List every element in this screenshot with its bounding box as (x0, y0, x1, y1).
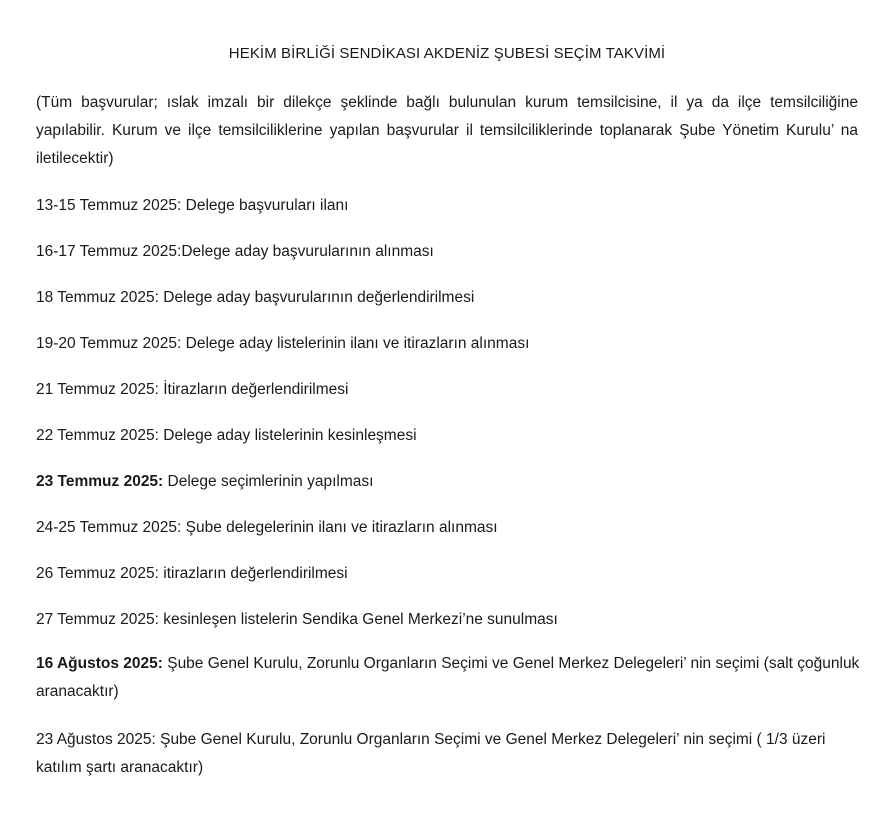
entry-date: 18 Temmuz 2025: (36, 289, 159, 306)
entry-text: Şube Genel Kurulu, Zorunlu Organların Seçimi ve Genel Merkez Delegeleri’ nin seçimi (salt çoğunluk aranacaktır) (36, 655, 860, 700)
entry-text: kesinleşen listelerin Sendika Genel Merkezi’ne sunulması (158, 611, 558, 628)
schedule-entry (36, 194, 866, 218)
schedule-entry (36, 240, 866, 264)
entry-date: 19-20 Temmuz 2025: (36, 335, 182, 352)
entry-date: 22 Temmuz 2025: (36, 427, 159, 444)
entry-text: Delege seçimlerinin yapılması (163, 473, 374, 490)
entry-text: Delege aday başvurularının değerlendirilmesi (158, 289, 475, 306)
schedule-entry (36, 470, 866, 494)
entry-date: 16 Ağustos 2025: (36, 655, 163, 672)
document-title: HEKİM BİRLİĞİ SENDİKASI AKDENİZ ŞUBESİ SEÇİM TAKVİMİ (228, 45, 666, 62)
entry-date: 27 Temmuz 2025: (36, 611, 159, 628)
schedule-entry (36, 286, 866, 310)
intro-paragraph: (Tüm başvurular; ıslak imzalı bir dilekçe şeklinde bağlı bulunulan kurum temsilcisine, il ya da ilçe temsilciliğine yapılabilir. Kurum ve ilçe temsilciliklerine yapılan başvurular il temsilciliklerinde toplanarak Şube Yönetim Kurulu’ na iletilecektir) (36, 94, 858, 167)
entry-text: Delege aday başvurularının alınması (181, 243, 434, 260)
schedule-entry (36, 378, 866, 402)
entry-text: itirazların değerlendirilmesi (158, 565, 348, 582)
entry-text: Şube delegelerinin ilanı ve itirazların alınması (181, 519, 498, 536)
entry-text: Delege aday listelerinin kesinleşmesi (158, 427, 417, 444)
entry-date: 21 Temmuz 2025: (36, 381, 159, 398)
entry-date: 23 Ağustos 2025: (36, 731, 156, 748)
schedule-entry (36, 424, 866, 448)
schedule-entry (36, 608, 866, 632)
entry-text: Delege başvuruları ilanı (181, 197, 349, 214)
schedule-entry (36, 516, 866, 540)
entry-text: Delege aday listelerinin ilanı ve itirazların alınması (181, 335, 530, 352)
entry-date: 16-17 Temmuz 2025: (36, 243, 182, 260)
entry-text: Şube Genel Kurulu, Zorunlu Organların Seçimi ve Genel Merkez Delegeleri’ nin seçimi ( 1/3 üzeri katılım şartı aranacaktır) (36, 731, 826, 776)
schedule-entry (36, 726, 866, 782)
entry-date: 24-25 Temmuz 2025: (36, 519, 182, 536)
entry-date: 13-15 Temmuz 2025: (36, 197, 182, 214)
entry-date: 23 Temmuz 2025: (36, 473, 164, 490)
schedule-entry (36, 562, 866, 586)
entry-text: İtirazların değerlendirilmesi (158, 381, 349, 398)
entry-date: 26 Temmuz 2025: (36, 565, 159, 582)
schedule-entry (36, 332, 866, 356)
schedule-entry (36, 650, 866, 706)
